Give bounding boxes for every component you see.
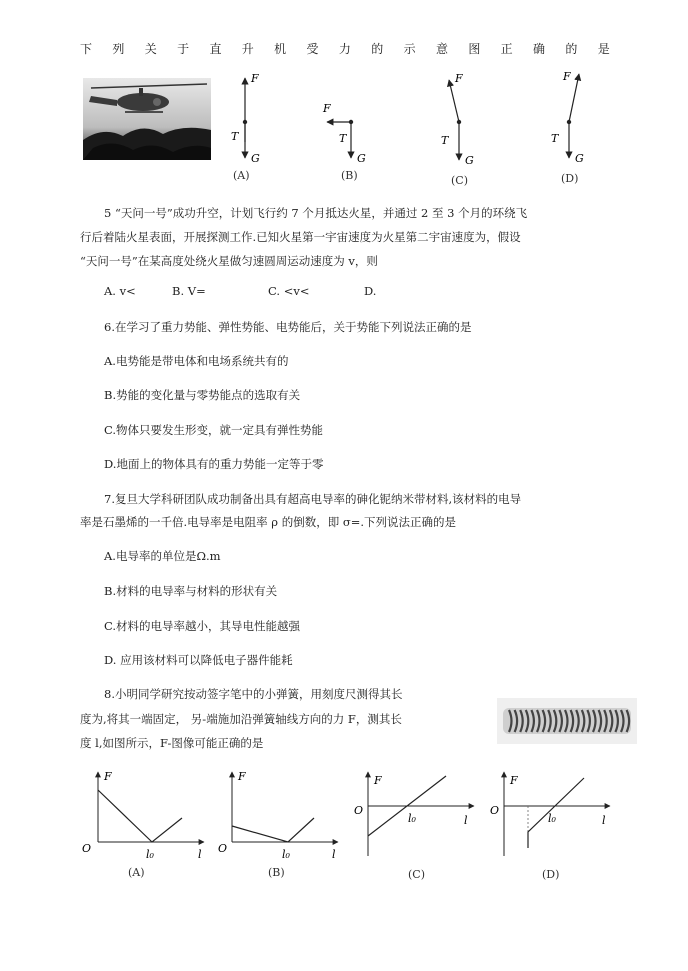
force-diagram-a bbox=[231, 72, 260, 182]
force-diagram-b bbox=[322, 102, 366, 182]
graph-a bbox=[82, 770, 204, 879]
q4-stem-char: 图 bbox=[468, 42, 481, 56]
svg-text:(C): (C) bbox=[408, 868, 425, 881]
force-diagrams bbox=[215, 62, 615, 192]
svg-text:T: T bbox=[441, 134, 449, 147]
svg-text:(A): (A) bbox=[233, 169, 250, 182]
svg-text:l₀: l₀ bbox=[282, 848, 290, 861]
svg-text:T: T bbox=[231, 130, 239, 143]
q6-option-d[interactable]: D.地面上的物体具有的重力势能一定等于零 bbox=[104, 457, 324, 471]
q8-line-1: 8.小明同学研究按动签字笔中的小弹簧，用刻度尺测得其长 bbox=[104, 687, 403, 701]
svg-text:(B): (B) bbox=[341, 169, 358, 182]
svg-text:l: l bbox=[198, 848, 202, 861]
q4-stem-char: 是 bbox=[597, 42, 610, 56]
svg-text:F: F bbox=[104, 770, 112, 783]
svg-text:(B): (B) bbox=[268, 866, 285, 879]
svg-text:O: O bbox=[354, 804, 364, 817]
svg-text:T: T bbox=[339, 132, 347, 145]
force-diagram-d bbox=[551, 70, 584, 185]
q6-option-c[interactable]: C.物体只要发生形变，就一定具有弹性势能 bbox=[104, 423, 324, 437]
q5-option-d[interactable]: D. bbox=[364, 284, 377, 298]
q4-stem-char: 受 bbox=[306, 42, 319, 56]
svg-text:(D): (D) bbox=[542, 868, 560, 881]
q5-option-c[interactable]: C. <v< bbox=[268, 284, 310, 298]
q4-stem-char: 升 bbox=[241, 42, 254, 56]
svg-text:G: G bbox=[251, 152, 260, 165]
svg-text:l₀: l₀ bbox=[408, 812, 416, 825]
svg-text:O: O bbox=[82, 842, 92, 855]
q4-stem bbox=[80, 40, 610, 57]
q7-line-1: 7.复旦大学科研团队成功制备出具有超高电导率的砷化铌纳米带材料,该材料的电导 bbox=[104, 492, 522, 506]
q5-options bbox=[104, 284, 376, 298]
svg-text:F: F bbox=[238, 770, 246, 783]
svg-text:G: G bbox=[465, 154, 474, 167]
f-l-graphs bbox=[80, 766, 620, 886]
q6-stem: 6.在学习了重力势能、弹性势能、电势能后，关于势能下列说法正确的是 bbox=[104, 320, 472, 334]
spring-photo bbox=[497, 698, 637, 744]
q7-option-d[interactable]: D. 应用该材料可以降低电子器件能耗 bbox=[104, 653, 293, 667]
svg-text:F: F bbox=[563, 70, 571, 83]
q4-stem-char: 的 bbox=[565, 42, 578, 56]
svg-text:F: F bbox=[323, 102, 331, 115]
q5-line-3: “天问一号”在某高度处绕火星做匀速圆周运动速度为 v，则 bbox=[80, 254, 378, 268]
q4-stem-char: 示 bbox=[403, 42, 416, 56]
q7-option-a[interactable]: A.电导率的单位是Ω.m bbox=[104, 549, 221, 563]
force-diagram-c bbox=[441, 72, 474, 187]
q4-stem-char: 机 bbox=[274, 42, 287, 56]
svg-text:O: O bbox=[490, 804, 500, 817]
svg-text:l₀: l₀ bbox=[146, 848, 154, 861]
svg-text:l: l bbox=[332, 848, 336, 861]
q4-stem-char: 的 bbox=[371, 42, 384, 56]
q6-option-b[interactable]: B.势能的变化量与零势能点的选取有关 bbox=[104, 388, 301, 402]
graph-d bbox=[490, 772, 610, 881]
svg-text:F: F bbox=[455, 72, 463, 85]
svg-text:T: T bbox=[551, 132, 559, 145]
svg-text:G: G bbox=[357, 152, 366, 165]
svg-text:F: F bbox=[510, 774, 518, 787]
q4-stem-char: 下 bbox=[80, 42, 93, 56]
q4-stem-char: 列 bbox=[112, 42, 125, 56]
q6-option-a[interactable]: A.电势能是带电体和电场系统共有的 bbox=[104, 354, 289, 368]
svg-text:(D): (D) bbox=[561, 172, 579, 185]
graph-b bbox=[218, 770, 338, 879]
q8-line-3: 度 l,如图所示，F-图像可能正确的是 bbox=[80, 736, 264, 750]
q4-stem-char: 于 bbox=[177, 42, 190, 56]
helicopter-photo bbox=[83, 78, 211, 160]
q4-stem-char: 正 bbox=[500, 42, 513, 56]
q7-option-c[interactable]: C.材料的电导率越小，其导电性能越强 bbox=[104, 619, 301, 633]
q4-stem-char: 意 bbox=[435, 42, 448, 56]
q5-option-a[interactable]: A. v< bbox=[104, 284, 136, 298]
svg-text:l: l bbox=[464, 814, 468, 827]
svg-text:G: G bbox=[575, 152, 584, 165]
svg-text:O: O bbox=[218, 842, 228, 855]
svg-text:F: F bbox=[374, 774, 382, 787]
q5-option-b[interactable]: B. V= bbox=[172, 284, 206, 298]
q4-stem-char: 直 bbox=[209, 42, 222, 56]
q8-line-2: 度为,将其一端固定， 另-端施加沿弹簧轴线方向的力 F，测其长 bbox=[80, 712, 402, 726]
q4-stem-char: 力 bbox=[338, 42, 351, 56]
q7-option-b[interactable]: B.材料的电导率与材料的形状有关 bbox=[104, 584, 278, 598]
q7-line-2: 率是石墨烯的一千倍.电导率是电阻率 ρ 的倒数，即 σ=.下列说法正确的是 bbox=[80, 515, 457, 529]
q5-line-2: 行后着陆火星表面，开展探测工作.已知火星第一宇宙速度为火星第二宇宙速度为，假设 bbox=[80, 230, 521, 244]
q5-line-1: 5 “天问一号”成功升空，计划飞行约 7 个月抵达火星，并通过 2 至 3 个月的环绕飞 bbox=[104, 206, 528, 220]
svg-text:l: l bbox=[602, 814, 606, 827]
graph-c bbox=[354, 772, 474, 881]
svg-text:F: F bbox=[251, 72, 259, 85]
q4-stem-char: 关 bbox=[144, 42, 157, 56]
svg-text:l₀: l₀ bbox=[548, 812, 556, 825]
svg-text:(A): (A) bbox=[128, 866, 145, 879]
svg-text:(C): (C) bbox=[451, 174, 468, 187]
q4-stem-char: 确 bbox=[533, 42, 546, 56]
